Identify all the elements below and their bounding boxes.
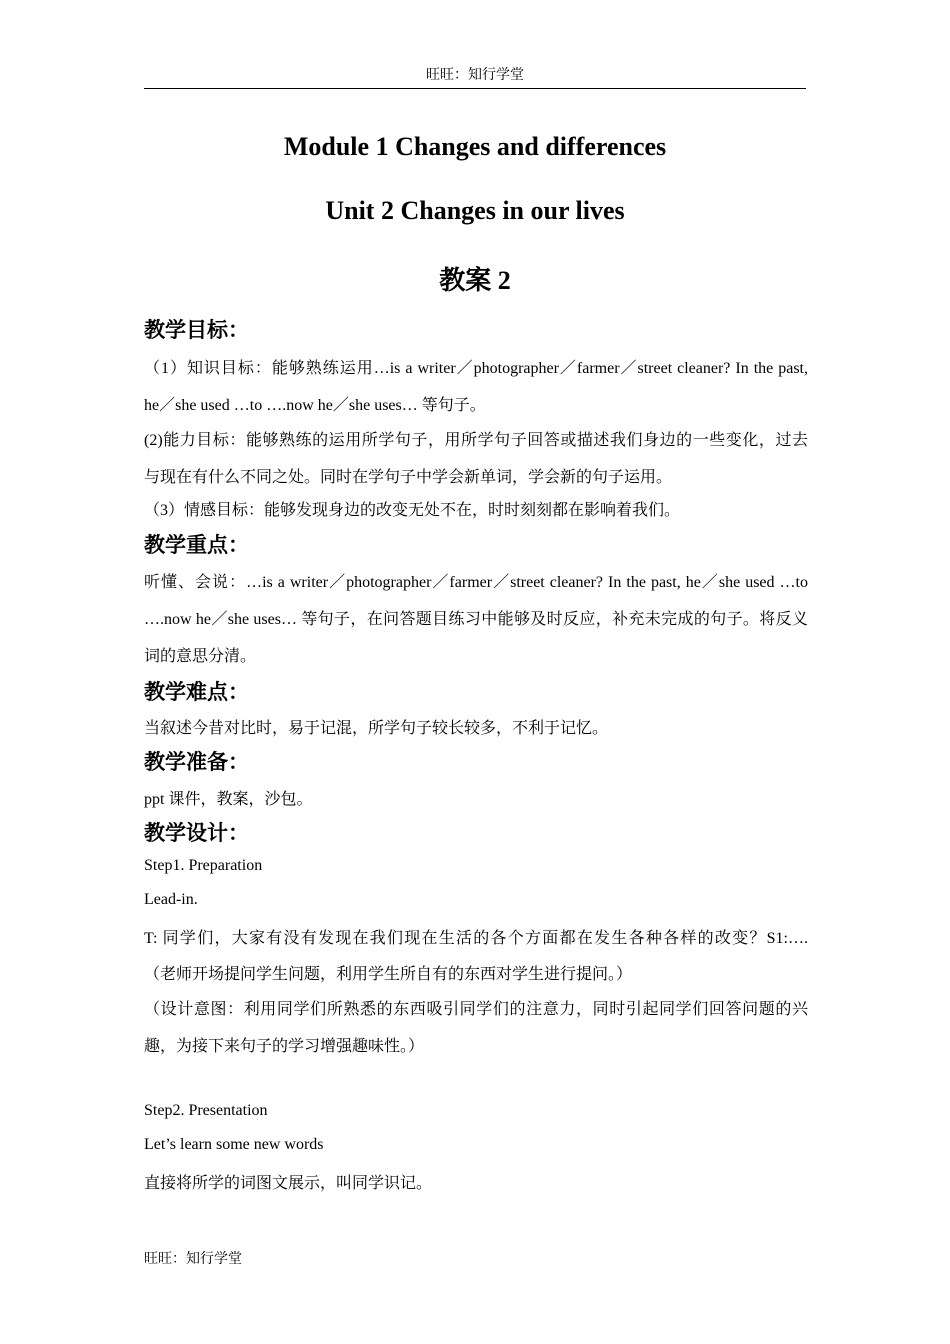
objectives-heading: 教学目标： (144, 318, 249, 342)
key-points-line-3: 词的意思分清。 (144, 648, 257, 665)
teacher-note: （老师开场提问学生问题，利用学生所自有的东西对学生进行提问。） (144, 966, 633, 983)
objective-1-line-2: he／she used …to ….now he／she uses… 等句子。 (144, 397, 486, 414)
objective-2-line-2: 与现在有什么不同之处。同时在学句子中学会新单词，学会新的句子运用。 (144, 469, 673, 486)
objective-3: （3）情感目标：能够发现身边的改变无处不在，时时刻刻都在影响着我们。 (144, 502, 681, 519)
page-footer: 旺旺：知行学堂 (144, 1252, 242, 1267)
unit-title: Unit 2 Changes in our lives (325, 196, 625, 225)
difficulties-heading: 教学难点： (144, 680, 249, 704)
new-words-line: Let’s learn some new words (144, 1136, 324, 1153)
page-header: 旺旺：知行学堂 (144, 64, 806, 89)
design-intent-line-1: （设计意图：利用同学们所熟悉的东西吸引同学们的注意力，同时引起同学们回答问题的兴 (144, 1001, 808, 1018)
design-intent-line-2: 趣，为接下来句子的学习增强趣味性。） (144, 1038, 425, 1055)
objective-2-line-1: (2)能力目标：能够熟练的运用所学句子，用所学句子回答或描述我们身边的一些变化，过去 (144, 432, 808, 449)
objective-1-line-1: （1）知识目标：能够熟练运用…is a writer／photographer／farmer／street cleaner? In the past, (144, 360, 808, 377)
key-points-line-2: ….now he／she uses… 等句子，在问答题目练习中能够及时反应，补充未完成的句子。将反义 (144, 611, 808, 628)
design-heading: 教学设计： (144, 821, 249, 845)
preparation-text: ppt 课件，教案，沙包。 (144, 791, 313, 808)
preparation-heading: 教学准备： (144, 750, 249, 774)
key-points-line-1: 听懂、会说：…is a writer／photographer／farmer／street cleaner? In the past, he／she used …to (144, 574, 808, 591)
teacher-question: T: 同学们，大家有没有发现在我们现在生活的各个方面都在发生各种各样的改变？S1:…. (144, 930, 808, 947)
module-title: Module 1 Changes and differences (283, 132, 667, 161)
key-points-heading: 教学重点： (144, 533, 249, 557)
show-words-line: 直接将所学的词图文展示，叫同学识记。 (144, 1175, 433, 1192)
lead-in-label: Lead-in. (144, 891, 198, 908)
step1-title: Step1. Preparation (144, 857, 263, 874)
step2-title: Step2. Presentation (144, 1102, 268, 1119)
difficulties-text: 当叙述今昔对比时，易于记混，所学句子较长较多，不利于记忆。 (144, 720, 609, 737)
lesson-plan-title: 教案 2 (439, 266, 511, 295)
